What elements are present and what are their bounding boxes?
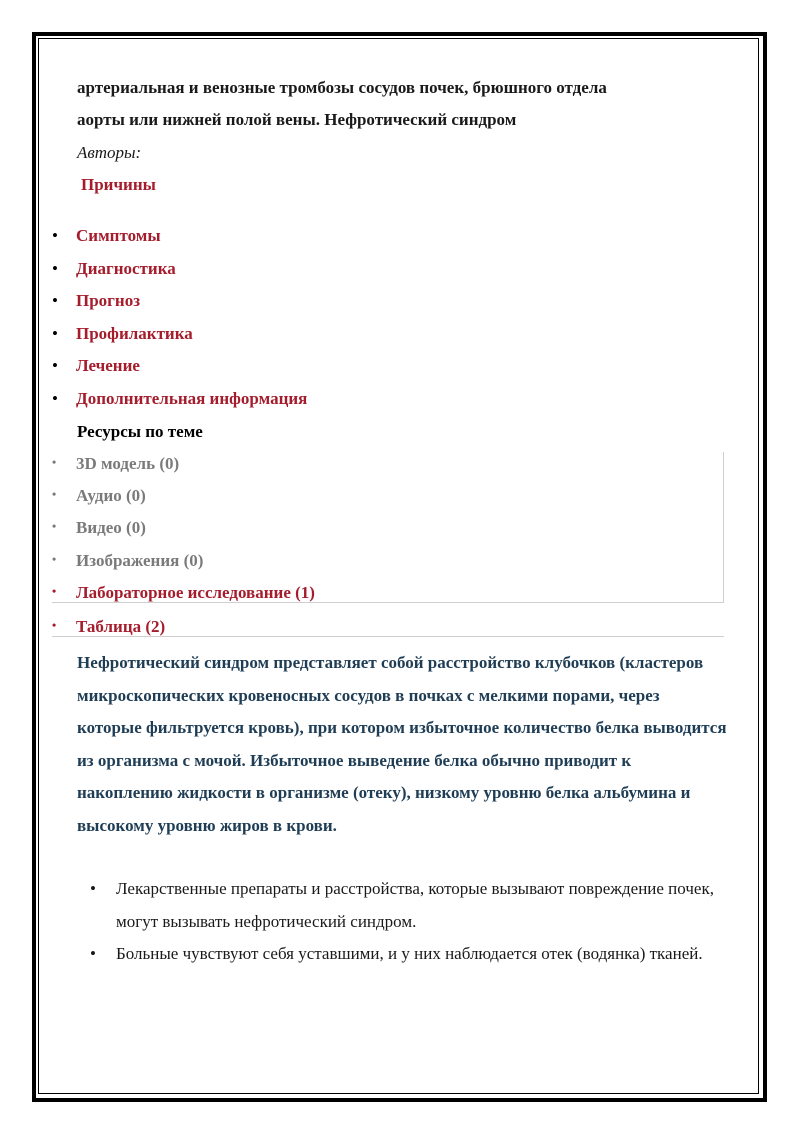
list-item (88, 873, 728, 938)
resource-label[interactable]: Лабораторное исследование (1) (76, 583, 315, 602)
nav-item-prevention[interactable] (52, 324, 193, 344)
bullet-icon: • (52, 356, 58, 375)
resource-label[interactable]: Аудио (0) (76, 486, 146, 505)
resource-3d-model[interactable] (52, 454, 179, 474)
resources-divider (52, 636, 724, 637)
nav-item-treatment[interactable] (52, 356, 140, 376)
list-item (88, 938, 728, 971)
bullet-icon: • (52, 519, 57, 533)
authors-label: Авторы: (77, 143, 142, 162)
nav-item-symptoms[interactable] (52, 226, 161, 246)
resource-label[interactable]: Изображения (0) (76, 551, 204, 570)
bullet-icon: • (52, 389, 58, 408)
resource-video[interactable] (52, 518, 146, 538)
nav-item-label[interactable]: Диагностика (76, 259, 176, 278)
nav-item-label[interactable]: Лечение (76, 356, 140, 375)
key-point-text: Больные чувствуют себя уставшими, и у них наблюдается отек (водянка) тканей. (116, 944, 703, 963)
nav-item-prognosis[interactable] (52, 291, 140, 311)
nav-item-diagnostics[interactable] (52, 259, 176, 279)
resource-label[interactable]: 3D модель (0) (76, 454, 180, 473)
resource-label[interactable]: Таблица (2) (76, 617, 166, 636)
resource-lab-test[interactable] (52, 583, 315, 603)
nav-link-reasons[interactable]: Причины (81, 175, 156, 194)
bullet-icon: • (52, 584, 57, 598)
resource-audio[interactable] (52, 486, 146, 506)
key-point-text: Лекарственные препараты и расстройства, которые вызывают повреждение почек, могут вызывать нефротический синдром. (116, 879, 714, 931)
bullet-icon: • (52, 455, 57, 469)
bullet-icon: • (52, 618, 57, 632)
nav-item-label[interactable]: Симптомы (76, 226, 161, 245)
resource-table[interactable] (52, 617, 165, 637)
summary-paragraph: Нефротический синдром представляет собой расстройство клубочков (кластеров микроскопических кровеносных сосудов в почках с мелкими порами, через которые фильтруется кровь), при котором избыточное количество белка выводится из организма с мочой. Избыточное выведение белка обычно приводит к накоплению жидкости в организме (отеку), низкому уровню белка альбумина и высокому уровню жиров в крови. (77, 653, 727, 835)
nav-item-label[interactable]: Прогноз (76, 291, 141, 310)
nav-item-label[interactable]: Дополнительная информация (76, 389, 308, 408)
resources-box-border (723, 452, 724, 603)
resource-images[interactable] (52, 551, 203, 571)
bullet-icon: • (52, 259, 58, 278)
nav-item-additional-info[interactable] (52, 389, 307, 409)
bullet-icon: • (90, 879, 96, 898)
nav-item-label[interactable]: Профилактика (76, 324, 193, 343)
resources-heading: Ресурсы по теме (77, 422, 203, 441)
article-title-line-1: артериальная и венозные тромбозы сосудов почек, брюшного отдела (77, 78, 607, 97)
bullet-icon: • (90, 944, 96, 963)
bullet-icon: • (52, 552, 57, 566)
bullet-icon: • (52, 324, 58, 343)
article-title-line-2: аорты или нижней полой вены. Нефротический синдром (77, 110, 517, 129)
bullet-icon: • (52, 487, 57, 501)
resource-label[interactable]: Видео (0) (76, 518, 146, 537)
bullet-icon: • (52, 226, 58, 245)
bullet-icon: • (52, 291, 58, 310)
key-points-list (88, 873, 728, 971)
